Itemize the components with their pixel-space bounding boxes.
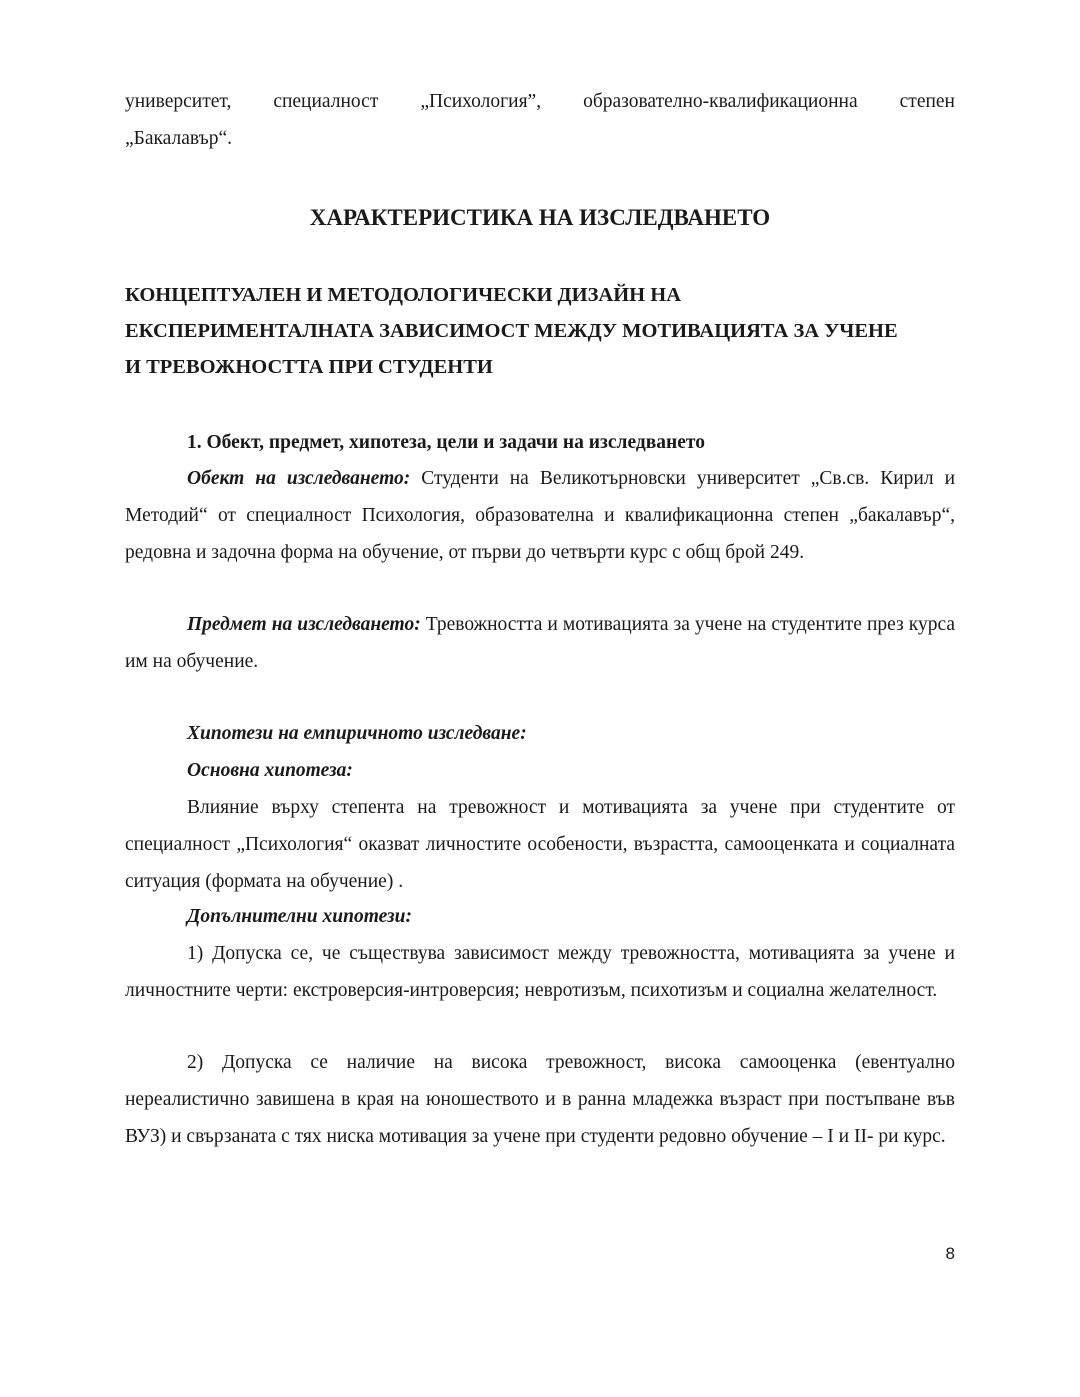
chapter-subtitle [125, 277, 965, 385]
subject-paragraph [125, 606, 955, 680]
hypothesis-1-paragraph: 1) Допуска се, че съществува зависимост между тревожността, мотивацията за учене и личностните черти: екстроверсия-интроверсия; невротизъм, психотизъм и социална желателност. [125, 943, 955, 1001]
intro-line-2: „Бакалавър“. [125, 128, 232, 149]
page-title: ХАРАКТЕРИСТИКА НА ИЗСЛЕДВАНЕТО [309, 205, 771, 230]
object-text: Студенти на Великотърновски университет „Св.св. Кирил и Методий“ от специалност Психология, образователна и квалификационна степен „бакалавър“, редовна и задочна форма на обучение, от първи до четвърти курс с общ брой 249. [125, 468, 956, 563]
hypotheses-heading: Хипотези на емпиричното изследване: [187, 723, 527, 744]
subject-text: Тревожността и мотивацията за учене на студентите през курса им на обучение. [125, 614, 955, 672]
subject-label: Предмет на изследването: [187, 614, 421, 635]
section-heading: 1. Обект, предмет, хипотеза, цели и задачи на изследването [187, 432, 705, 453]
subtitle-line-1: КОНЦЕПТУАЛЕН И МЕТОДОЛОГИЧЕСКИ ДИЗАЙН НА [125, 284, 681, 306]
page-number: 8 [945, 1244, 955, 1263]
main-hypothesis-paragraph: Влияние върху степента на тревожност и мотивацията за учене при студентите от специалност „Психология“ оказват личностите особености, възрастта, самооценката и социалната ситуация (формата на обучение) . [125, 797, 955, 892]
subtitle-line-2: ЕКСПЕРИМЕНТАЛНАТА ЗАВИСИМОСТ МЕЖДУ МОТИВАЦИЯТА ЗА УЧЕНЕ [125, 320, 898, 342]
hypothesis-2-paragraph: 2) Допуска се наличие на висока тревожност, висока самооценка (евентуално нереалистично завишена в края на юношеството и в ранна младежка възраст при постъпване във ВУЗ) и свързаната с тях ниска мотивация за учене при студенти редовно обучение – I и II- ри курс. [125, 1052, 955, 1147]
main-hypothesis-heading: Основна хипотеза: [187, 760, 353, 781]
intro-paragraph [125, 83, 955, 157]
subtitle-line-3: И ТРЕВОЖНОСТТА ПРИ СТУДЕНТИ [125, 356, 493, 378]
object-paragraph [125, 460, 955, 571]
additional-hypotheses-heading: Допълнителни хипотези: [187, 906, 412, 927]
intro-line-1: университет, специалност „Психология”, образователно-квалификационна степен [125, 91, 955, 112]
object-label: Обект на изследването: [187, 468, 411, 489]
